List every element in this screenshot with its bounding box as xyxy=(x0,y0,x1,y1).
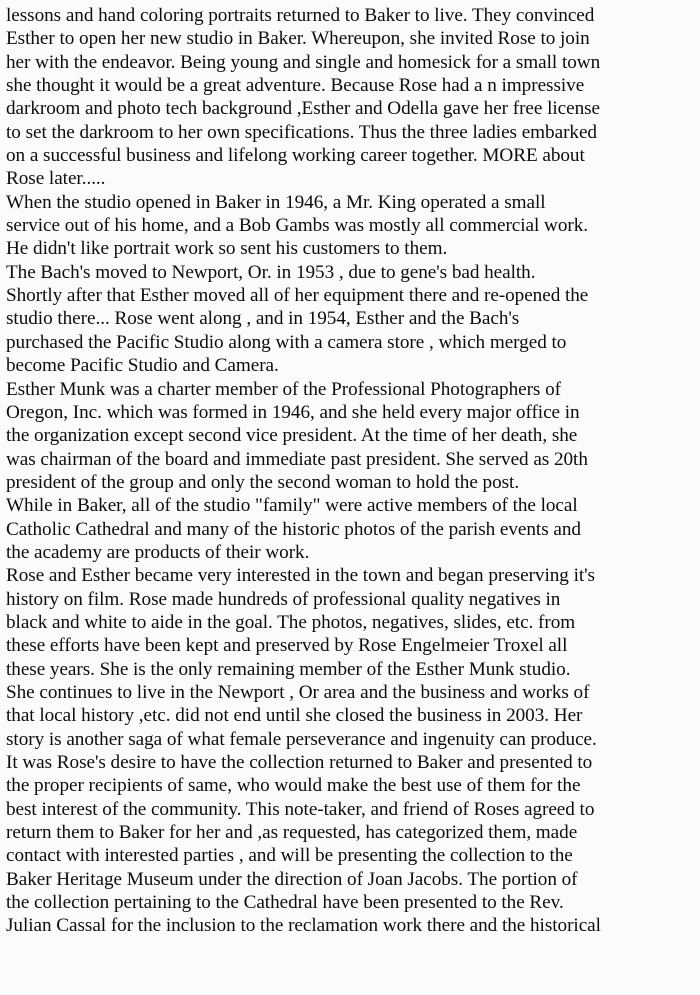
text-line: return them to Baker for her and ,as requested, has categorized them, made xyxy=(6,822,578,844)
text-line: Catholic Cathedral and many of the historic photos of the parish events and xyxy=(6,518,581,540)
text-line: The Bach's moved to Newport, Or. in 1953 , due to gene's bad health. xyxy=(6,261,536,283)
text-line: It was Rose's desire to have the collection returned to Baker and presented to xyxy=(6,752,593,773)
text-line: Oregon, Inc. which was formed in 1946, and she held every major office in xyxy=(6,401,580,423)
text-line: the academy are products of their work. xyxy=(6,541,310,563)
text-line: become Pacific Studio and Camera. xyxy=(6,355,279,377)
text-line: Shortly after that Esther moved all of her equipment there and re-opened the xyxy=(6,285,589,307)
text-line: black and white to aide in the goal. The photos, negatives, slides, etc. from xyxy=(6,611,576,633)
text-line: purchased the Pacific Studio along with a camera store , which merged to xyxy=(6,331,567,353)
text-line: lessons and hand coloring portraits returned to Baker to live. They convinced xyxy=(6,5,595,26)
text-line: her with the endeavor. Being young and single and homesick for a small town xyxy=(6,51,601,73)
text-line: When the studio opened in Baker in 1946, a Mr. King operated a small xyxy=(6,191,546,213)
text-line: she thought it would be a great adventure. Because Rose had a n impressive xyxy=(6,75,585,97)
text-line: these years. She is the only remaining member of the Esther Munk studio. xyxy=(6,658,571,680)
text-line: Esther Munk was a charter member of the Professional Photographers of xyxy=(6,378,561,400)
text-line: Esther to open her new studio in Baker. Whereupon, she invited Rose to join xyxy=(6,28,590,50)
text-line: the organization except second vice president. At the time of her death, she xyxy=(6,425,578,447)
text-line: president of the group and only the second woman to hold the post. xyxy=(6,471,520,493)
text-line: Rose later..... xyxy=(6,168,106,190)
text-line: the collection pertaining to the Cathedral have been presented to the Rev. xyxy=(6,892,564,914)
text-line: that local history ,etc. did not end until she closed the business in 2003. Her xyxy=(6,705,583,727)
text-line: to set the darkroom to her own specifications. Thus the three ladies embarked xyxy=(6,121,597,143)
document-body xyxy=(6,4,696,938)
text-line: service out of his home, and a Bob Gambs was mostly all commercial work. xyxy=(6,215,589,237)
text-line: was chairman of the board and immediate past president. She served as 20th xyxy=(6,448,588,470)
text-line: studio there... Rose went along , and in 1954, Esther and the Bach's xyxy=(6,308,520,330)
text-line: best interest of the community. This note-taker, and friend of Roses agreed to xyxy=(6,798,595,820)
text-line: She continues to live in the Newport , Or area and the business and works of xyxy=(6,681,590,703)
text-line: story is another saga of what female perseverance and ingenuity can produce. xyxy=(6,728,597,750)
text-line: Baker Heritage Museum under the direction of Joan Jacobs. The portion of xyxy=(6,868,578,890)
text-line: history on film. Rose made hundreds of professional quality negatives in xyxy=(6,588,561,610)
text-line: He didn't like portrait work so sent his customers to them. xyxy=(6,238,448,260)
text-line: Rose and Esther became very interested in the town and began preserving it's xyxy=(6,565,595,587)
text-line: Julian Cassal for the inclusion to the reclamation work there and the historical xyxy=(6,915,601,937)
text-line: contact with interested parties , and will be presenting the collection to the xyxy=(6,845,573,867)
text-line: these efforts have been kept and preserved by Rose Engelmeier Troxel all xyxy=(6,635,568,657)
text-line: While in Baker, all of the studio "family" were active members of the local xyxy=(6,495,578,517)
text-line: the proper recipients of same, who would make the best use of them for the xyxy=(6,775,581,797)
text-line: on a successful business and lifelong working career together. MORE about xyxy=(6,145,585,167)
text-line: darkroom and photo tech background ,Esther and Odella gave her free license xyxy=(6,98,601,120)
